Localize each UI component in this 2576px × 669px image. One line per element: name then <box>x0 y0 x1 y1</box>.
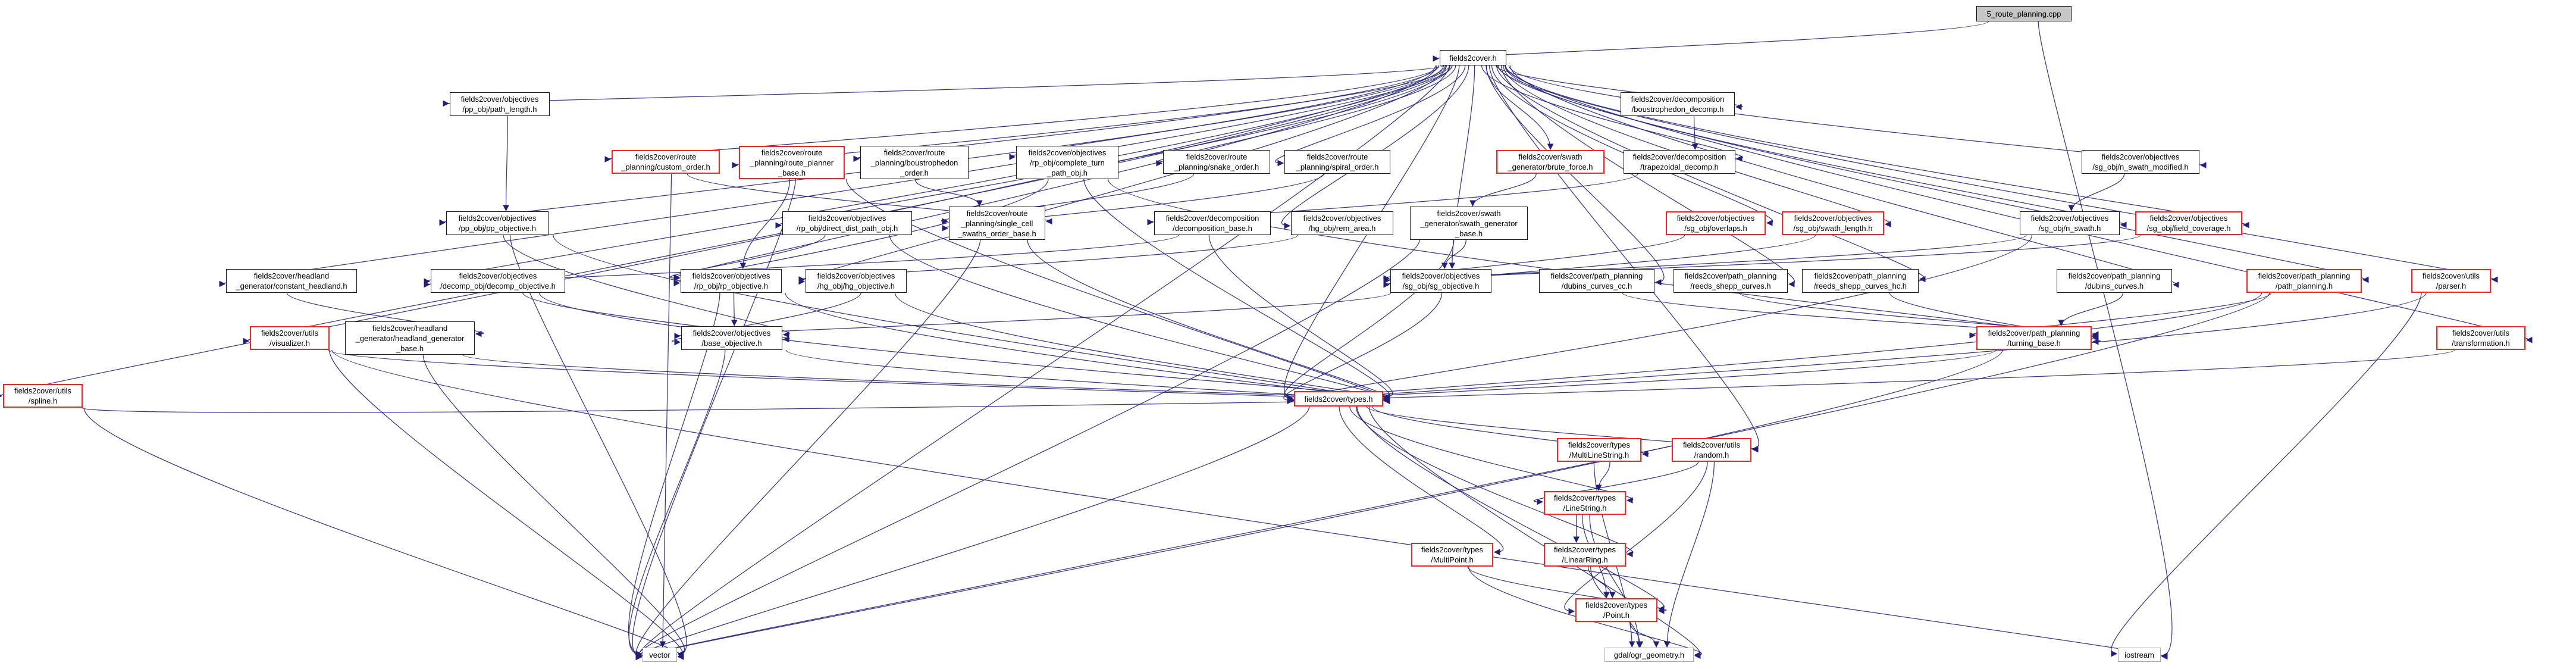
node-point-label-line-1: /Point.h <box>1603 611 1630 620</box>
node-spiral_order[interactable] <box>1284 150 1390 174</box>
edge-f2c-to-bous_order <box>856 65 1439 159</box>
edge-point-to-gdal <box>1630 622 1656 647</box>
node-path_planning[interactable] <box>2246 269 2362 293</box>
edge-f2c-to-field_coverage <box>1505 65 2246 225</box>
node-types-label-line-0: fields2cover/types.h <box>1304 394 1373 404</box>
node-hl_gen_base-label-line-2: _base.h <box>396 343 424 353</box>
node-pp_objective[interactable] <box>446 211 549 235</box>
edge-root-to-f2c <box>1435 21 1988 58</box>
node-parser-label-line-0: fields2cover/utils <box>2422 271 2480 280</box>
node-rp_objective[interactable] <box>681 269 782 293</box>
node-const_headland-label-line-1: _generator/constant_headland.h <box>236 282 347 290</box>
node-spline-label-line-1: /spline.h <box>28 396 58 405</box>
node-rp_objective-label-line-1: /rp_obj/rp_objective.h <box>694 282 769 290</box>
edge-single_cell-to-vector <box>637 240 980 657</box>
node-hl_gen_base-label-line-1: _generator/headland_generator <box>355 333 465 343</box>
node-single_cell-label-line-0: fields2cover/route <box>966 208 1028 218</box>
node-custom_order-label-line-0: fields2cover/route <box>635 152 697 161</box>
node-hg_objective-label-line-0: fields2cover/objectives <box>817 271 895 280</box>
node-base_objective-label-line-1: /base_objective.h <box>701 339 762 348</box>
node-custom_order-label-line-1: _planning/custom_order.h <box>621 162 710 171</box>
node-transformation[interactable] <box>2436 326 2525 350</box>
node-bous_decomp-label-line-1: /boustrophedon_decomp.h <box>1631 105 1724 114</box>
node-swath_gen_base[interactable] <box>1410 207 1528 240</box>
node-swath_length-label-line-0: fields2cover/objectives <box>1794 214 1872 223</box>
node-route_planner_base[interactable] <box>739 146 845 179</box>
node-complete_turn[interactable] <box>1016 146 1118 179</box>
node-spline-label-line-0: fields2cover/utils <box>14 386 72 395</box>
node-types[interactable] <box>1294 391 1383 407</box>
node-complete_turn-label-line-1: /rp_obj/complete_turn <box>1030 158 1105 167</box>
node-field_coverage-label-line-0: fields2cover/objectives <box>2149 214 2228 223</box>
node-trap_decomp-label-line-0: fields2cover/decomposition <box>1632 152 1726 161</box>
node-multipoint[interactable] <box>1411 543 1493 567</box>
node-field_coverage[interactable] <box>2135 211 2242 235</box>
node-rp_objective-label-line-0: fields2cover/objectives <box>692 271 770 280</box>
node-mls[interactable] <box>1557 438 1641 462</box>
node-swath_gen_base-label-line-0: fields2cover/swath <box>1437 208 1501 218</box>
node-rem_area[interactable] <box>1291 211 1393 235</box>
node-iostream-label-line-0: iostream <box>2124 650 2154 659</box>
node-brute_force-label-line-0: fields2cover/swath <box>1518 152 1582 161</box>
node-n_swath-label-line-1: /sg_obj/n_swath.h <box>2038 224 2101 233</box>
edge-decomp_objective-to-types <box>540 293 1387 397</box>
node-n_swath_modified-label-line-1: /sg_obj/n_swath_modified.h <box>2092 162 2189 171</box>
node-path_planning-label-line-0: fields2cover/path_planning <box>2258 271 2351 280</box>
node-sg_objective[interactable] <box>1390 269 1491 293</box>
node-direct_dist-label-line-0: fields2cover/objectives <box>808 214 886 223</box>
node-snake_order-label-line-0: fields2cover/route <box>1186 152 1248 161</box>
node-rem_area-label-line-1: /hg_obj/rem_area.h <box>1308 224 1376 233</box>
edge-spline-to-types <box>82 400 1386 412</box>
node-base_objective[interactable] <box>681 326 782 350</box>
node-spiral_order-label-line-1: _planning/spiral_order.h <box>1296 162 1379 171</box>
node-transformation-label-line-1: /transformation.h <box>2452 339 2510 348</box>
node-swath_gen_base-label-line-2: _base.h <box>1455 229 1483 238</box>
node-f2c-label-line-0: fields2cover.h <box>1449 53 1497 62</box>
node-path_length-label-line-0: fields2cover/objectives <box>460 95 539 104</box>
edge-parser-to-iostream <box>2111 293 2421 654</box>
node-multipoint-label-line-0: fields2cover/types <box>1421 545 1484 554</box>
node-transformation-label-line-0: fields2cover/utils <box>2452 329 2510 337</box>
node-overlaps[interactable] <box>1666 211 1766 235</box>
edge-pp_objective-to-vector <box>510 235 687 655</box>
node-single_cell-label-line-2: _swaths_order_base.h <box>958 229 1036 238</box>
edge-hl_gen_base-to-vector <box>423 355 684 654</box>
node-vector-label-line-0: vector <box>649 650 670 659</box>
node-reeds_hc-label-line-1: /reeds_shepp_curves_hc.h <box>1813 282 1907 290</box>
node-hg_objective[interactable] <box>806 269 907 293</box>
node-n_swath_modified-label-line-0: fields2cover/objectives <box>2101 152 2180 161</box>
edge-random-to-gdal <box>1667 462 1714 647</box>
node-vector[interactable] <box>643 648 677 662</box>
node-reeds_hc-label-line-0: fields2cover/path_planning <box>1814 271 1907 280</box>
node-bous_decomp[interactable] <box>1621 92 1735 116</box>
node-n_swath-label-line-0: fields2cover/objectives <box>2030 214 2109 223</box>
node-point[interactable] <box>1575 598 1657 622</box>
node-swath_gen_base-label-line-1: _generator/swath_generator <box>1420 218 1518 228</box>
node-linestring-label-line-1: /LineString.h <box>1563 504 1607 512</box>
node-rem_area-label-line-0: fields2cover/objectives <box>1303 214 1381 223</box>
node-linearring-label-line-0: fields2cover/types <box>1553 545 1616 554</box>
node-linestring[interactable] <box>1544 491 1626 515</box>
node-snake_order[interactable] <box>1163 150 1270 174</box>
edge-transformation-to-types <box>1291 350 2454 401</box>
node-sg_objective-label-line-0: fields2cover/objectives <box>1402 271 1480 280</box>
node-reeds-label-line-0: fields2cover/path_planning <box>1684 271 1777 280</box>
node-single_cell-label-line-1: _planning/single_cell <box>961 218 1033 228</box>
node-dubins-label-line-1: /dubins_curves.h <box>2085 282 2144 290</box>
node-direct_dist[interactable] <box>782 211 912 235</box>
node-swath_length-label-line-1: /sg_obj/swath_length.h <box>1793 224 1873 233</box>
node-reeds[interactable] <box>1674 269 1788 293</box>
edge-f2c-to-pp_objective <box>443 65 1444 223</box>
edge-brute_force-to-swath_gen_base <box>1473 174 1537 206</box>
edge-complete_turn-to-turning_base <box>1108 179 2095 337</box>
node-custom_order[interactable] <box>612 150 720 174</box>
node-bous_order[interactable] <box>860 146 969 179</box>
node-complete_turn-label-line-0: fields2cover/objectives <box>1028 148 1107 157</box>
node-random[interactable] <box>1672 438 1751 462</box>
node-random-label-line-1: /random.h <box>1694 451 1729 459</box>
edge-path_planning-to-types <box>1291 293 2262 400</box>
edge-route_planner_base-to-vector <box>632 179 795 657</box>
node-decomp_objective[interactable] <box>431 269 565 293</box>
edge-dubins-to-turning_base <box>2061 293 2123 326</box>
edge-f2c-to-swath_length <box>1503 65 1890 224</box>
node-overlaps-label-line-1: /sg_obj/overlaps.h <box>1684 224 1747 233</box>
node-sg_objective-label-line-1: /sg_obj/sg_objective.h <box>1402 282 1480 290</box>
node-pp_objective-label-line-1: /pp_obj/pp_objective.h <box>458 224 537 233</box>
edge-parser-to-types <box>1291 293 2426 401</box>
node-dubins_cc[interactable] <box>1539 269 1654 293</box>
node-spline[interactable] <box>3 384 83 408</box>
edge-types-to-vector <box>638 407 1309 657</box>
node-mls-label-line-1: /MultiLineString.h <box>1569 451 1629 459</box>
node-root[interactable] <box>1976 6 2072 21</box>
node-reeds-label-line-1: /reeds_shepp_curves.h <box>1690 282 1771 290</box>
node-hl_gen_base[interactable] <box>345 321 475 355</box>
node-visualizer[interactable] <box>250 326 330 350</box>
node-f2c[interactable] <box>1440 50 1506 65</box>
node-turning_base-label-line-1: /turning_base.h <box>2007 339 2061 348</box>
node-mls-label-line-0: fields2cover/types <box>1568 440 1631 449</box>
node-path_length-label-line-1: /pp_obj/path_length.h <box>462 105 537 114</box>
edge-f2c-to-custom_order <box>608 65 1439 160</box>
node-decomp_objective-label-line-1: /decomp_obj/decomp_objective.h <box>440 282 556 290</box>
node-hl_gen_base-label-line-0: fields2cover/headland <box>372 323 448 333</box>
edge-bous_decomp-to-trap_decomp <box>1694 116 1696 149</box>
node-random-label-line-0: fields2cover/utils <box>1682 440 1741 449</box>
node-n_swath_modified[interactable] <box>2082 150 2199 174</box>
node-route_planner_base-label-line-0: fields2cover/route <box>761 148 823 157</box>
node-route_planner_base-label-line-1: _planning/route_planner <box>750 158 834 167</box>
node-dubins[interactable] <box>2057 269 2172 293</box>
edge-f2c-to-spiral_order <box>1276 65 1465 163</box>
edge-pp_objective-to-types <box>553 235 1387 401</box>
edge-path_length-to-pp_objective <box>506 116 508 211</box>
node-visualizer-label-line-0: fields2cover/utils <box>261 329 319 337</box>
node-parser[interactable] <box>2411 269 2491 293</box>
node-turning_base-label-line-0: fields2cover/path_planning <box>1988 329 2080 337</box>
node-overlaps-label-line-0: fields2cover/objectives <box>1676 214 1755 223</box>
node-decomp_base-label-line-0: fields2cover/decomposition <box>1165 214 1259 223</box>
node-multipoint-label-line-1: /MultiPoint.h <box>1431 555 1474 564</box>
node-linestring-label-line-0: fields2cover/types <box>1553 493 1616 502</box>
node-decomp_base[interactable] <box>1154 211 1271 235</box>
edge-base_objective-to-vector <box>629 350 725 655</box>
node-bous_order-label-line-0: fields2cover/route <box>883 148 945 157</box>
node-dubins_cc-label-line-0: fields2cover/path_planning <box>1550 271 1643 280</box>
edge-swath_gen_base-to-vector <box>639 240 1419 655</box>
node-bous_order-label-line-2: _order.h <box>900 168 929 177</box>
node-single_cell[interactable] <box>949 207 1045 240</box>
node-parser-label-line-1: /parser.h <box>2436 282 2467 290</box>
node-hg_objective-label-line-1: /hg_obj/hg_objective.h <box>817 282 895 290</box>
edge-f2c-to-complete_turn <box>1011 65 1436 157</box>
node-brute_force-label-line-1: _generator/brute_force.h <box>1508 162 1593 171</box>
edge-visualizer-to-iostream <box>332 350 2163 657</box>
node-linearring-label-line-1: /LinearRing.h <box>1562 555 1608 564</box>
node-complete_turn-label-line-2: _path_obj.h <box>1047 168 1088 177</box>
node-root-label-line-0: 5_route_planning.cpp <box>1986 9 2061 18</box>
node-path_length[interactable] <box>450 92 550 116</box>
edge-n_swath_modified-to-n_swath <box>2072 174 2124 211</box>
node-dubins_cc-label-line-1: /dubins_curves_cc.h <box>1561 282 1632 290</box>
node-trap_decomp-label-line-1: /trapezoidal_decomp.h <box>1640 162 1719 171</box>
edge-sg_objective-to-types <box>1284 293 1442 401</box>
node-iostream[interactable] <box>2118 648 2161 662</box>
node-snake_order-label-line-1: _planning/snake_order.h <box>1174 162 1259 171</box>
node-const_headland-label-line-0: fields2cover/headland <box>253 271 330 280</box>
node-turning_base[interactable] <box>1976 326 2092 350</box>
node-trap_decomp[interactable] <box>1624 150 1735 174</box>
node-dubins-label-line-0: fields2cover/path_planning <box>2068 271 2161 280</box>
node-bous_decomp-label-line-0: fields2cover/decomposition <box>1631 95 1725 104</box>
edge-types-to-multipoint <box>1339 407 1503 552</box>
node-linearring[interactable] <box>1544 543 1626 567</box>
node-base_objective-label-line-0: fields2cover/objectives <box>692 329 771 337</box>
node-decomp_objective-label-line-0: fields2cover/objectives <box>459 271 537 280</box>
edge-single_cell-to-types <box>1027 240 1389 399</box>
node-n_swath[interactable] <box>2020 211 2120 235</box>
node-point-label-line-0: fields2cover/types <box>1585 601 1648 609</box>
node-direct_dist-label-line-1: /rp_obj/direct_dist_path_obj.h <box>796 224 898 233</box>
node-brute_force[interactable] <box>1496 150 1604 174</box>
node-route_planner_base-label-line-2: _base.h <box>778 168 806 177</box>
node-reeds_hc[interactable] <box>1802 269 1919 293</box>
edge-decomp_base-to-types <box>1209 235 1392 396</box>
node-path_planning-label-line-1: /path_planning.h <box>2275 282 2333 290</box>
node-decomp_base-label-line-1: /decomposition_base.h <box>1173 224 1252 233</box>
edge-f2c-to-path_length <box>447 65 1444 104</box>
node-visualizer-label-line-1: /visualizer.h <box>269 339 310 348</box>
edge-turning_base-to-types <box>1290 350 1996 401</box>
edge-spline-to-vector <box>84 408 681 657</box>
edge-rp_objective-to-base_objective <box>734 293 735 326</box>
node-gdal[interactable] <box>1604 648 1694 662</box>
node-field_coverage-label-line-1: /sg_obj/field_coverage.h <box>2146 224 2231 233</box>
node-bous_order-label-line-1: _planning/boustrophedon <box>870 158 958 167</box>
node-gdal-label-line-0: gdal/ogr_geometry.h <box>1613 650 1685 659</box>
edge-sg_objective-to-base_objective <box>677 293 1390 336</box>
node-swath_length[interactable] <box>1782 211 1884 235</box>
edge-swath_gen_base-to-sg_objective <box>1444 240 1466 268</box>
node-const_headland[interactable] <box>226 269 357 293</box>
edge-rp_objective-to-types <box>785 293 1387 401</box>
node-pp_objective-label-line-0: fields2cover/objectives <box>458 214 537 223</box>
node-spiral_order-label-line-0: fields2cover/route <box>1306 152 1368 161</box>
